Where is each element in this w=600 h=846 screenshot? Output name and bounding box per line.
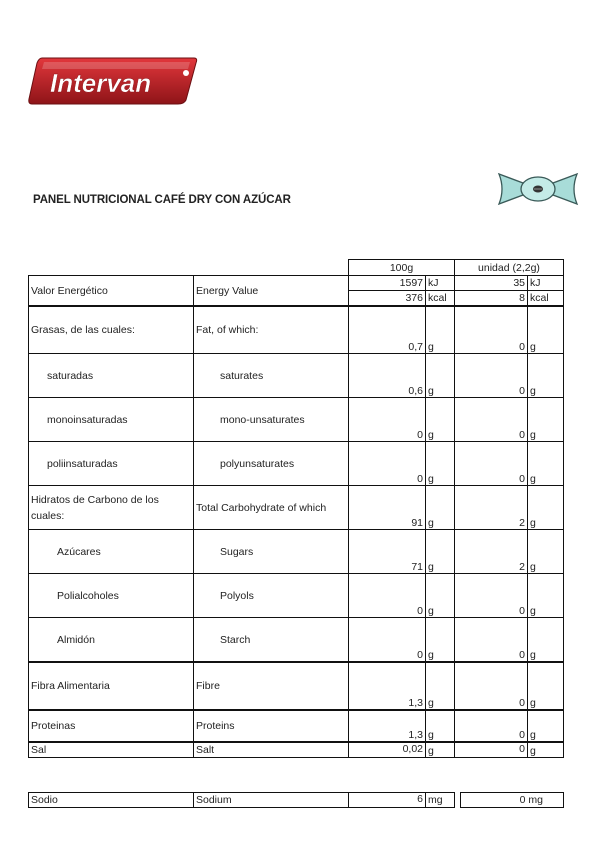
intervan-logo — [28, 55, 198, 105]
row-u100: g — [426, 618, 455, 663]
row-es: Sal — [29, 742, 194, 758]
table-row — [29, 574, 564, 618]
row-v100: 0 — [349, 618, 426, 663]
sodium-table — [28, 792, 564, 808]
row-u100: g — [426, 710, 455, 742]
table-row — [29, 398, 564, 442]
row-en: Proteins — [194, 710, 349, 742]
table-row — [29, 354, 564, 398]
row-es: Hidratos de Carbono de los cuales: — [29, 486, 194, 530]
row-es: saturadas — [29, 354, 194, 398]
sodium-en: Sodium — [194, 793, 349, 808]
row-u100: g — [426, 486, 455, 530]
row-en: mono-unsaturates — [194, 398, 349, 442]
row-vu: 2 — [455, 530, 528, 574]
table-row — [29, 530, 564, 574]
header-100g: 100g — [349, 260, 455, 276]
header-unit: unidad (2,2g) — [455, 260, 564, 276]
row-es: Proteinas — [29, 710, 194, 742]
candy-icon — [497, 170, 579, 208]
row-en: Total Carbohydrate of which — [194, 486, 349, 530]
row-vu: 0 — [455, 574, 528, 618]
row-v100: 0,7 — [349, 306, 426, 354]
row-vu: 0 — [455, 354, 528, 398]
row-en: Starch — [194, 618, 349, 663]
table-row — [29, 442, 564, 486]
svg-text:Intervan: Intervan — [50, 68, 152, 98]
row-uu: g — [528, 442, 564, 486]
row-u100: g — [426, 354, 455, 398]
row-en: saturates — [194, 354, 349, 398]
row-v100: 1,3 — [349, 710, 426, 742]
header-row — [29, 260, 564, 276]
row-es: monoinsaturadas — [29, 398, 194, 442]
row-uu: g — [528, 662, 564, 710]
row-es: Almidón — [29, 618, 194, 663]
row-vu: 0 — [455, 618, 528, 663]
row-uu: g — [528, 710, 564, 742]
row-vu: 0 — [455, 662, 528, 710]
row-u100: g — [426, 742, 455, 758]
row-es: Grasas, de las cuales: — [29, 306, 194, 354]
row-v100: 71 — [349, 530, 426, 574]
row-uu: g — [528, 398, 564, 442]
row-uu: g — [528, 306, 564, 354]
row-v100: 0 — [349, 574, 426, 618]
energy-kcal-100: 376 — [349, 291, 426, 307]
row-u100: g — [426, 574, 455, 618]
row-es: poliinsaturadas — [29, 442, 194, 486]
row-v100: 0,02 — [349, 742, 426, 758]
row-en: polyunsaturates — [194, 442, 349, 486]
nutrition-table — [28, 259, 564, 758]
table-row — [29, 306, 564, 354]
row-u100: g — [426, 398, 455, 442]
row-uu: g — [528, 530, 564, 574]
row-es: Azúcares — [29, 530, 194, 574]
row-uu: g — [528, 742, 564, 758]
row-vu: 0 — [455, 442, 528, 486]
energy-kcal-u: 8 — [455, 291, 528, 307]
row-v100: 0 — [349, 442, 426, 486]
page-title: PANEL NUTRICIONAL CAFÉ DRY CON AZÚCAR — [33, 194, 291, 206]
energy-kj-unit: kJ — [426, 276, 455, 291]
row-uu: g — [528, 354, 564, 398]
row-v100: 91 — [349, 486, 426, 530]
table-row — [29, 742, 564, 758]
row-u100: g — [426, 662, 455, 710]
sodium-vu: 0 — [519, 794, 526, 806]
energy-kj-u: 35 — [455, 276, 528, 291]
energy-es: Valor Energético — [29, 276, 194, 307]
row-en: Polyols — [194, 574, 349, 618]
table-row — [29, 486, 564, 530]
row-vu: 0 — [455, 398, 528, 442]
sodium-unit-cell — [461, 793, 564, 808]
sodium-row — [29, 793, 564, 808]
row-u100: g — [426, 442, 455, 486]
row-vu: 0 — [455, 306, 528, 354]
row-v100: 0 — [349, 398, 426, 442]
sodium-v100: 6 — [349, 793, 426, 808]
row-en: Fibre — [194, 662, 349, 710]
row-u100: g — [426, 306, 455, 354]
row-uu: g — [528, 486, 564, 530]
row-es: Polialcoholes — [29, 574, 194, 618]
row-u100: g — [426, 530, 455, 574]
sodium-es: Sodio — [29, 793, 194, 808]
row-vu: 0 — [455, 710, 528, 742]
row-en: Sugars — [194, 530, 349, 574]
energy-en: Energy Value — [194, 276, 349, 307]
table-row — [29, 662, 564, 710]
energy-kcal-unit: kcal — [426, 291, 455, 307]
row-uu: g — [528, 574, 564, 618]
row-v100: 0,6 — [349, 354, 426, 398]
sodium-uu: mg — [528, 794, 543, 806]
row-en: Salt — [194, 742, 349, 758]
energy-kj-unit-u: kJ — [528, 276, 564, 291]
row-es: Fibra Alimentaria — [29, 662, 194, 710]
energy-row — [29, 276, 564, 291]
row-vu: 0 — [455, 742, 528, 758]
row-v100: 1,3 — [349, 662, 426, 710]
table-row — [29, 618, 564, 663]
table-row — [29, 710, 564, 742]
row-vu: 2 — [455, 486, 528, 530]
energy-kcal-unit-u: kcal — [528, 291, 564, 307]
row-uu: g — [528, 618, 564, 663]
row-en: Fat, of which: — [194, 306, 349, 354]
sodium-u100: mg — [426, 793, 455, 808]
energy-kj-100: 1597 — [349, 276, 426, 291]
